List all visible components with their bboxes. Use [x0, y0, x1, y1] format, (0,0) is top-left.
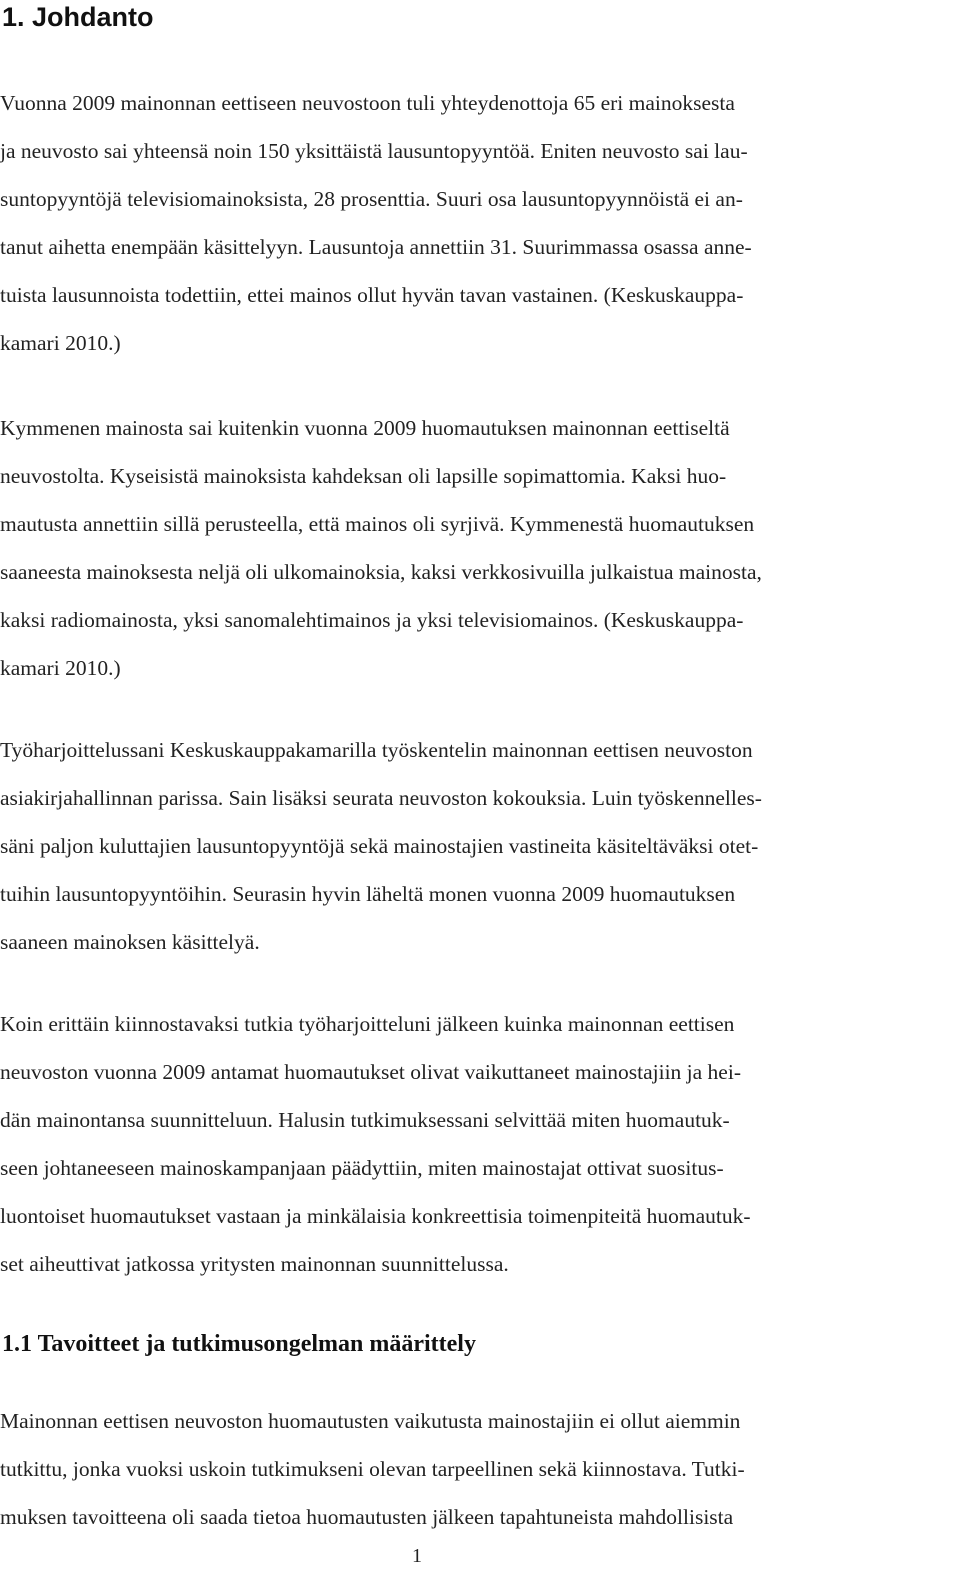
text-line: Kymmenen mainosta sai kuitenkin vuonna 2009 huomautuksen mainonnan eettiseltä	[0, 416, 730, 440]
text-line: tuista lausunnoista todettiin, ettei mainos ollut hyvän tavan vastainen. (Keskuskauppa-	[0, 283, 744, 307]
text-line: dän mainontansa suunnitteluun. Halusin tutkimuksessani selvittää miten huomautuk-	[0, 1108, 730, 1132]
paragraph-3	[0, 726, 960, 966]
text-line: muksen tavoitteena oli saada tietoa huomautusten jälkeen tapahtuneista mahdollisista	[0, 1505, 734, 1529]
text-line: set aiheuttivat jatkossa yritysten mainonnan suunnittelussa.	[0, 1252, 509, 1276]
text-line: ja neuvosto sai yhteensä noin 150 yksittäistä lausuntopyyntöä. Eniten neuvosto sai lau-	[0, 139, 748, 163]
chapter-heading: 1. Johdanto	[2, 2, 154, 32]
text-line: luontoiset huomautukset vastaan ja minkälaisia konkreettisia toimenpiteitä huomautuk-	[0, 1204, 751, 1228]
text-line: saaneesta mainoksesta neljä oli ulkomainoksia, kaksi verkkosivuilla julkaistua mainosta,	[0, 560, 762, 584]
text-line: saaneen mainoksen käsittelyä.	[0, 930, 260, 954]
text-line: Mainonnan eettisen neuvoston huomautusten vaikutusta mainostajiin ei ollut aiemmin	[0, 1409, 741, 1433]
paragraph-4	[0, 1000, 960, 1288]
text-line: tuihin lausuntopyyntöihin. Seurasin hyvin läheltä monen vuonna 2009 huomautuksen	[0, 882, 736, 906]
text-line: Vuonna 2009 mainonnan eettiseen neuvostoon tuli yhteydenottoja 65 eri mainoksesta	[0, 91, 735, 115]
page-number: 1	[412, 1545, 422, 1567]
text-line: tutkittu, jonka vuoksi uskoin tutkimukseni olevan tarpeellinen sekä kiinnostava. Tutki-	[0, 1457, 745, 1481]
section-heading: 1.1 Tavoitteet ja tutkimusongelman määrittely	[2, 1331, 476, 1357]
text-line: suntopyyntöjä televisiomainoksista, 28 prosenttia. Suuri osa lausuntopyynnöistä ei an-	[0, 187, 743, 211]
text-line: Työharjoittelussani Keskuskauppakamarilla työskentelin mainonnan eettisen neuvoston	[0, 738, 753, 762]
text-line: kaksi radiomainosta, yksi sanomalehtimainos ja yksi televisiomainos. (Keskuskauppa-	[0, 608, 744, 632]
text-line: säni paljon kuluttajien lausuntopyyntöjä sekä mainostajien vastineita käsiteltäväksi otet-	[0, 834, 759, 858]
text-line: mautusta annettiin sillä perusteella, että mainos oli syrjivä. Kymmenestä huomautuksen	[0, 512, 755, 536]
text-line: tanut aihetta enempään käsittelyyn. Lausuntoja annettiin 31. Suurimmassa osassa anne-	[0, 235, 752, 259]
paragraph-1	[0, 79, 960, 367]
text-line: kamari 2010.)	[0, 656, 121, 680]
text-line: kamari 2010.)	[0, 331, 121, 355]
text-line: neuvostolta. Kyseisistä mainoksista kahdeksan oli lapsille sopimattomia. Kaksi huo-	[0, 464, 727, 488]
paragraph-5	[0, 1397, 960, 1541]
text-line: neuvoston vuonna 2009 antamat huomautukset olivat vaikuttaneet mainostajiin ja hei-	[0, 1060, 741, 1084]
paragraph-2	[0, 404, 960, 692]
text-line: Koin erittäin kiinnostavaksi tutkia työharjoitteluni jälkeen kuinka mainonnan eettisen	[0, 1012, 735, 1036]
text-line: asiakirjahallinnan parissa. Sain lisäksi seurata neuvoston kokouksia. Luin työskennelles-	[0, 786, 762, 810]
text-line: seen johtaneeseen mainoskampanjaan päädyttiin, miten mainostajat ottivat suositus-	[0, 1156, 724, 1180]
